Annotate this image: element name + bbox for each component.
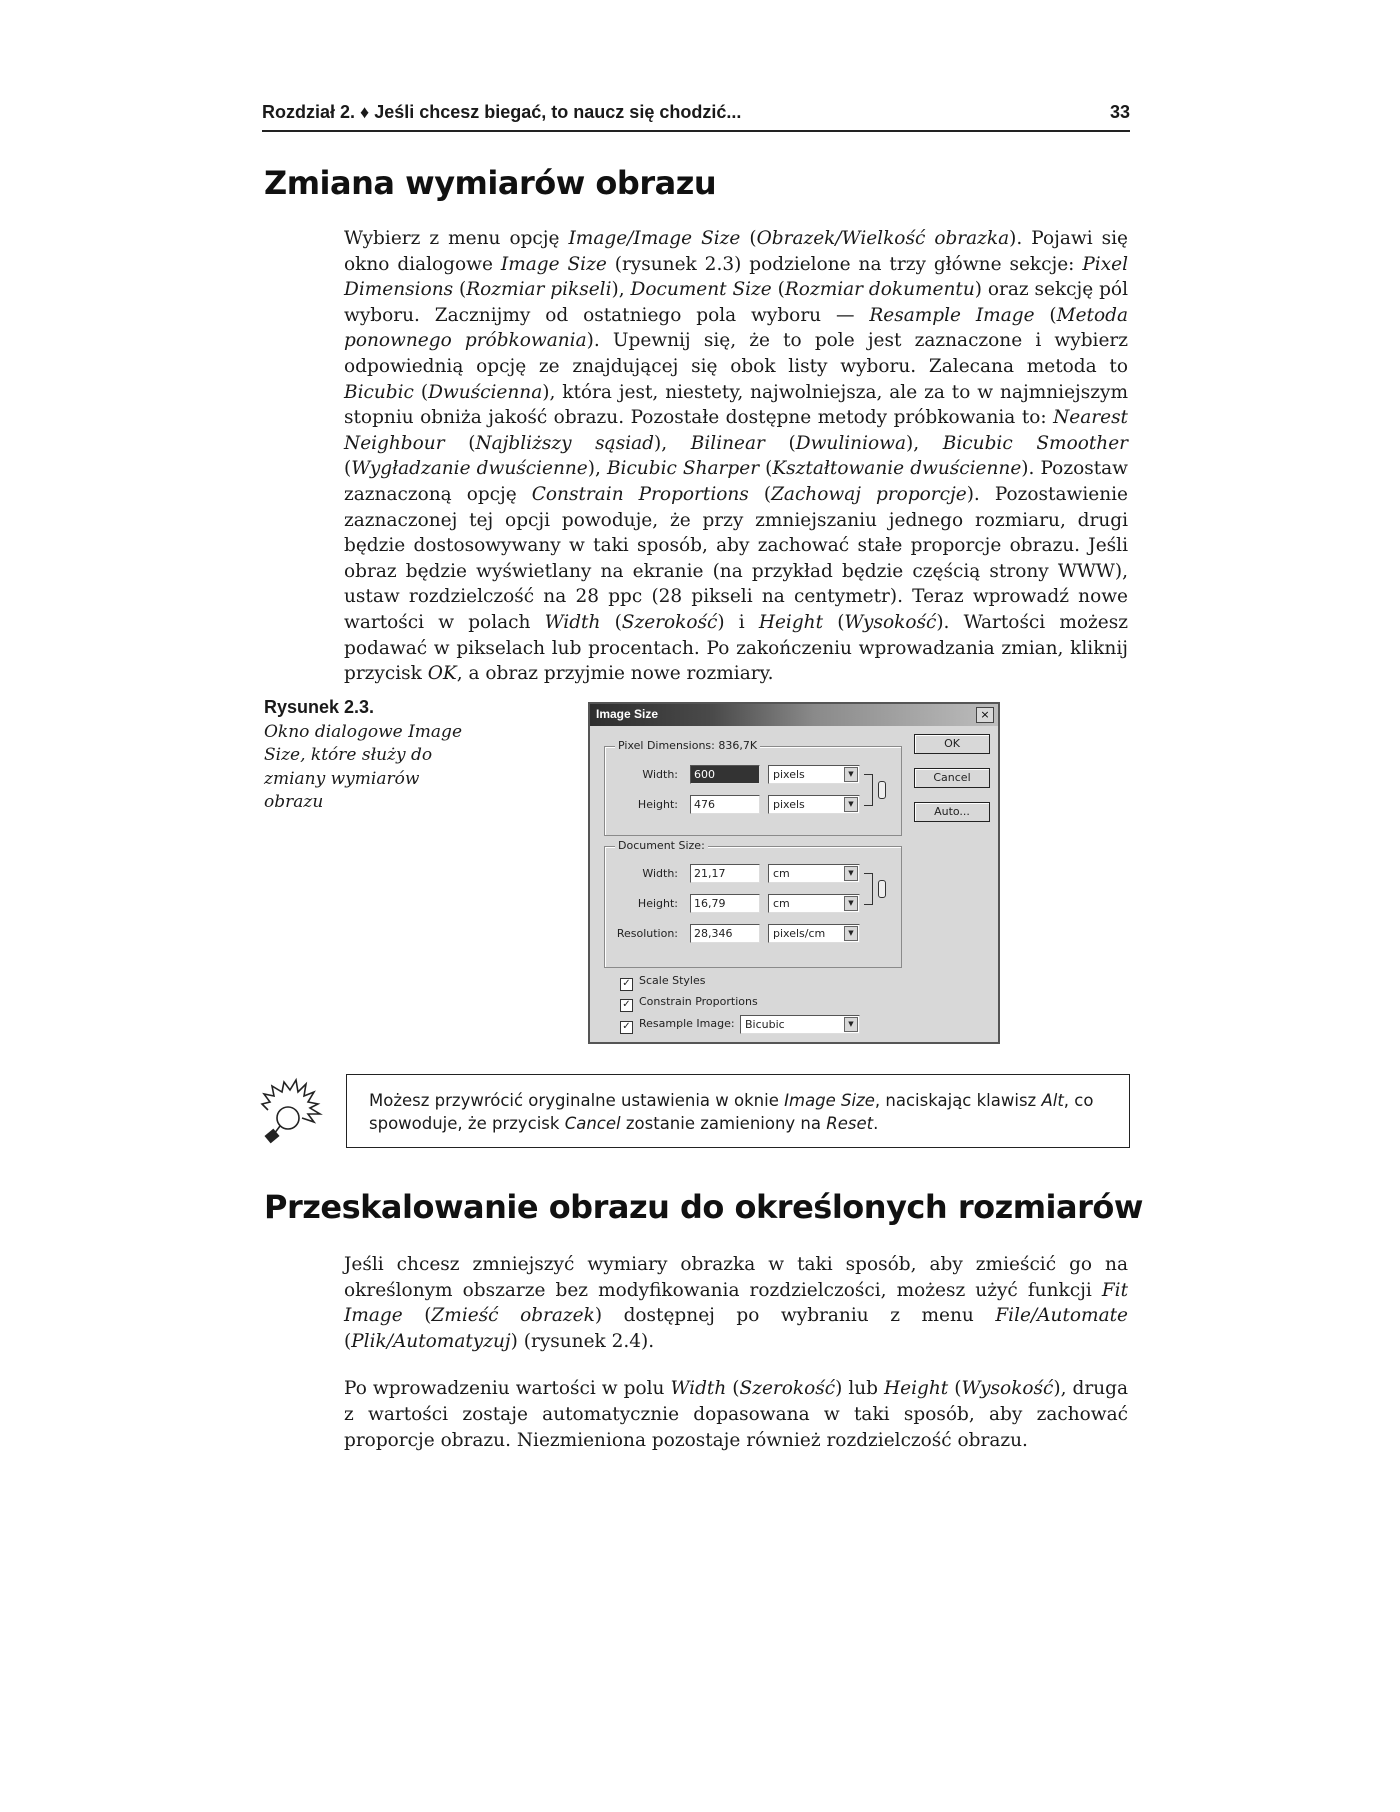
pixel-dimensions-label: Pixel Dimensions: 836,7K <box>615 739 760 752</box>
pixel-width-unit-select[interactable] <box>768 765 860 784</box>
figure-caption <box>264 696 464 815</box>
close-icon[interactable]: × <box>976 707 994 723</box>
link-bracket <box>864 873 873 905</box>
caption-title: Rysunek 2.3. <box>264 697 375 717</box>
resolution-unit: pixels/cm <box>773 927 826 940</box>
pixel-width-label: Width: <box>642 768 678 781</box>
resolution-unit-select[interactable] <box>768 924 860 943</box>
constrain-proportions-label: Constrain Proportions <box>639 995 758 1008</box>
link-bracket <box>864 774 873 806</box>
section-title-resize: Zmiana wymiarów obrazu <box>264 164 717 202</box>
constrain-proportions-checkbox[interactable] <box>620 995 758 1012</box>
pixel-width-unit: pixels <box>773 768 805 781</box>
doc-height-unit-select[interactable] <box>768 894 860 913</box>
chain-link-icon <box>878 880 886 898</box>
tip-box <box>346 1074 1130 1148</box>
document-size-label: Document Size: <box>615 839 708 852</box>
section2-body <box>344 1252 1128 1453</box>
chevron-down-icon: ▼ <box>844 896 858 911</box>
pixel-height-unit: pixels <box>773 798 805 811</box>
pixel-height-input[interactable]: 476 <box>690 795 760 814</box>
running-head <box>262 96 1130 132</box>
checkbox-checked-icon: ✓ <box>620 1021 633 1034</box>
doc-width-unit: cm <box>773 867 790 880</box>
chevron-down-icon: ▼ <box>844 1017 858 1032</box>
pixel-height-unit-select[interactable] <box>768 795 860 814</box>
cancel-button[interactable]: Cancel <box>914 768 990 788</box>
ok-button[interactable]: OK <box>914 734 990 754</box>
auto-button[interactable]: Auto... <box>914 802 990 822</box>
section2-paragraph-1: Jeśli chcesz zmniejszyć wymiary obrazka w taki sposób, aby zmieścić go na określonym obszarze bez modyfikowania rozdzielczości, możesz użyć funkcji Fit Image (Zmieść obrazek) dostępnej po wybraniu z menu File/Automate (Plik/Automatyzuj) (rysunek 2.4). <box>344 1254 1128 1352</box>
chapter-title: Rozdział 2. ♦ Jeśli chcesz biegać, to naucz się chodzić... <box>262 102 742 122</box>
checkbox-checked-icon: ✓ <box>620 999 633 1012</box>
resample-image-label: Resample Image: <box>639 1017 735 1030</box>
doc-height-label: Height: <box>637 897 678 910</box>
resolution-label: Resolution: <box>616 927 678 940</box>
doc-height-input[interactable]: 16,79 <box>690 894 760 913</box>
caption-text: Okno dialogowe Image Size, które służy do zmiany wymiarów obrazu <box>264 721 462 812</box>
chain-link-icon <box>878 781 886 799</box>
chevron-down-icon: ▼ <box>844 767 858 782</box>
checkbox-checked-icon: ✓ <box>620 978 633 991</box>
doc-height-unit: cm <box>773 897 790 910</box>
chevron-down-icon: ▼ <box>844 797 858 812</box>
lightbulb-icon <box>258 1074 336 1150</box>
pixel-width-input[interactable]: 600 <box>690 765 760 784</box>
resample-method: Bicubic <box>745 1018 785 1031</box>
page-number: 33 <box>1109 102 1130 122</box>
section-title-scale: Przeskalowanie obrazu do określonych rozmiarów <box>264 1188 1143 1226</box>
tip-text: Możesz przywrócić oryginalne ustawienia w oknie Image Size, naciskając klawisz Alt, co spowoduje, że przycisk Cancel zostanie zamieniony na Reset. <box>369 1091 1094 1133</box>
chevron-down-icon: ▼ <box>844 926 858 941</box>
doc-width-unit-select[interactable] <box>768 864 860 883</box>
image-size-dialog <box>588 702 1000 1044</box>
pixel-dimensions-group <box>604 739 902 836</box>
section1-body <box>344 226 1128 687</box>
doc-width-label: Width: <box>642 867 678 880</box>
resample-method-select[interactable] <box>740 1015 860 1034</box>
chevron-down-icon: ▼ <box>844 866 858 881</box>
dialog-titlebar <box>590 704 998 726</box>
resolution-input[interactable]: 28,346 <box>690 924 760 943</box>
pixel-height-label: Height: <box>637 798 678 811</box>
dialog-title: Image Size <box>596 707 659 721</box>
doc-width-input[interactable]: 21,17 <box>690 864 760 883</box>
scale-styles-checkbox[interactable] <box>620 974 705 991</box>
resample-image-checkbox[interactable] <box>620 1017 735 1034</box>
section1-paragraph: Wybierz z menu opcję Image/Image Size (Obrazek/Wielkość obrazka). Pojawi się okno dialogowe Image Size (rysunek 2.3) podzielone na trzy główne sekcje: Pixel Dimensions (Rozmiar pikseli), Document Size (Rozmiar dokumentu) oraz sekcję pól wyboru. Zacznijmy od ostatniego pola wyboru — Resample Image (Metoda ponownego próbkowania). Upewnij się, że to pole jest zaznaczone i wybierz odpowiednią opcję ze znajdującej się obok listy wyboru. Zalecana metoda to Bicubic (Dwuścienna), która jest, niestety, najwolniejsza, ale za to w najmniejszym stopniu obniża jakość obrazu. Pozostałe dostępne metody próbkowania to: Nearest Neighbour (Najbliższy sąsiad), Bilinear (Dwuliniowa), Bicubic Smoother (Wygładzanie dwuścienne), Bicubic Sharper (Kształtowanie dwuścienne). Pozostaw zaznaczoną opcję Constrain Proportions (Zachowaj proporcje). Pozostawienie zaznaczonej tej opcji powoduje, że przy zmniejszaniu jednego rozmiaru, drugi będzie dostosowywany w taki sposób, aby zachować stałe proporcje obrazu. Jeśli obraz będzie wyświetlany na ekranie (na przykład będzie częścią strony WWW), ustaw rozdzielczość na 28 ppc (28 pikseli na centymetr). Teraz wprowadź nowe wartości w polach Width (Szerokość) i Height (Wysokość). Wartości możesz podawać w pikselach lub procentach. Po zakończeniu wprowadzania zmian, kliknij przycisk OK, a obraz przyjmie nowe rozmiary. <box>344 228 1129 685</box>
section2-paragraph-2: Po wprowadzeniu wartości w polu Width (Szerokość) lub Height (Wysokość), druga z wartości zostaje automatycznie dopasowana w taki sposób, aby zachować proporcje obrazu. Niezmieniona pozostaje również rozdzielczość obrazu. <box>344 1378 1129 1451</box>
scale-styles-label: Scale Styles <box>639 974 706 987</box>
